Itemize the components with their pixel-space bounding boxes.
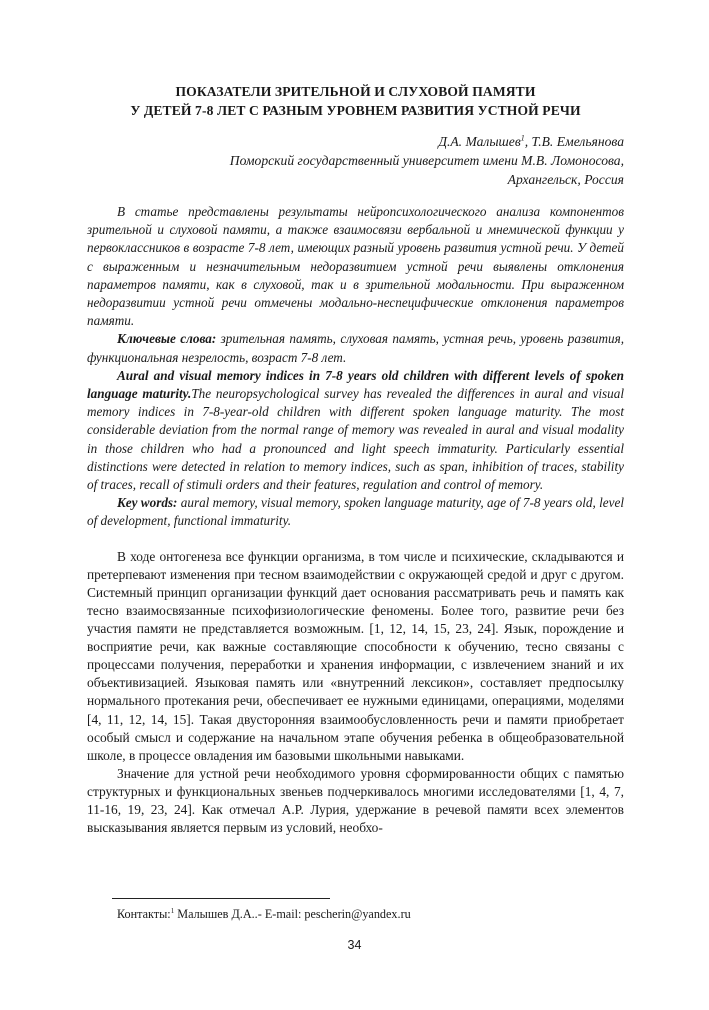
title-line-1: ПОКАЗАТЕЛИ ЗРИТЕЛЬНОЙ И СЛУХОВОЙ ПАМЯТИ [175, 84, 536, 99]
keywords-en [87, 494, 624, 530]
author-1-footnote-mark: 1 [520, 133, 525, 143]
footnote-label: Контакты: [117, 907, 171, 921]
keywords-en-text: aural memory, visual memory, spoken language maturity, age of 7-8 years old, level of development, functional immaturity. [87, 495, 624, 529]
title-line-2: У ДЕТЕЙ 7-8 ЛЕТ С РАЗНЫМ УРОВНЕМ РАЗВИТИЯ УСТНОЙ РЕЧИ [130, 103, 581, 118]
footnote-text: Малышев Д.А..- E-mail: pescherin@yandex.ru [174, 907, 411, 921]
abstract-en [87, 367, 624, 494]
keywords-ru-label: Ключевые слова: [117, 331, 217, 347]
abstract-en-title: Aural and visual memory indices in 7-8 years old children with different levels of spoken language maturity. [87, 367, 624, 402]
affiliation-line-1: Поморский государственный университет имени М.В. Ломоносова, [229, 153, 624, 168]
author-names [87, 132, 624, 151]
body-paragraph-2: Значение для устной речи необходимого уровня сформированности общих с памятью структурных и функциональных звеньев подчеркивалось многими исследователями [1, 4, 7, 11-16, 19, 23, 24]. Как отмечал А.Р. Лурия, удержание в речевой памяти всех элементов высказывания является первым из условий, необхо- [87, 765, 624, 836]
author-1: Д.А. Малышев [438, 134, 521, 149]
author-2: , Т.В. Емельянова [524, 134, 624, 149]
keywords-ru-text: зрительная память, слуховая память, устная речь, уровень развития, функциональная незрелость, возраст 7-8 лет. [87, 331, 624, 365]
keywords-en-label: Key words: [117, 495, 178, 511]
article [87, 82, 624, 837]
abstract [87, 203, 624, 531]
footnote-divider [112, 898, 330, 899]
body-paragraph-1: В ходе онтогенеза все функции организма, в том числе и психические, складываются и претерпевают изменения при тесном взаимодействии с окружающей средой и друг с другом. Системный принцип организации функций дает основания рассматривать речь и память как тесно взаимосвязанные психофизиологические феномены. Более того, развитие речи без участия памяти не представляется возможным. [1, 12, 14, 15, 23, 24]. Язык, порождение и восприятие речи, как важные составляющие способности к обучению, тесно связаны с процессами получения, переработки и хранения информации, с извлечением знаний и их объективизацией. Языковая память или «внутренний лексикон», составляет предпосылку нормального протекания речи, обеспечивает ее нужными единицами, операциями, моделями [4, 11, 12, 14, 15]. Такая двусторонняя взаимообусловленность речи и памяти приобретает особый смысл и содержание на начальном этапе обучения ребенка в общеобразовательной школе, в процессе овладения им базовыми школьными навыками. [87, 548, 624, 763]
keywords-ru [87, 330, 624, 366]
footnote-mark: 1 [170, 906, 175, 915]
affiliation-line-2: Архангельск, Россия [507, 172, 624, 187]
author-block [87, 132, 624, 189]
page-number: 34 [347, 938, 362, 952]
abstract-ru: В статье представлены результаты нейропсихологического анализа компонентов зрительной и слуховой памяти, а также взаимосвязи вербальной и мнемической функции у первоклассников в возрасте 7-8 лет, имеющих разный уровень развития устной речи. У детей с выраженным и незначительным недоразвитием устной речи выявлены отклонения параметров памяти, как в слуховой, так и в зрительной модальности. При выраженном недоразвитии устной речи отмечены модально-неспецифические отклонения параметров памяти. [87, 204, 624, 329]
abstract-en-text: The neuropsychological survey has revealed the differences in aural and visual memory indices in 7-8-year-old children with different spoken language maturity. The most considerable deviation from the normal range of memory was revealed in aural and visual modality in those children who had a pronounced and light speech immaturity. Particularly essential distinctions were detected in relation to memory indices, such as span, inhibition of traces, stability of traces, recall of stimuli orders and their features, regulation and control of memory. [87, 386, 624, 493]
article-title [87, 82, 624, 120]
body-text [87, 548, 624, 838]
footnote [117, 906, 411, 922]
